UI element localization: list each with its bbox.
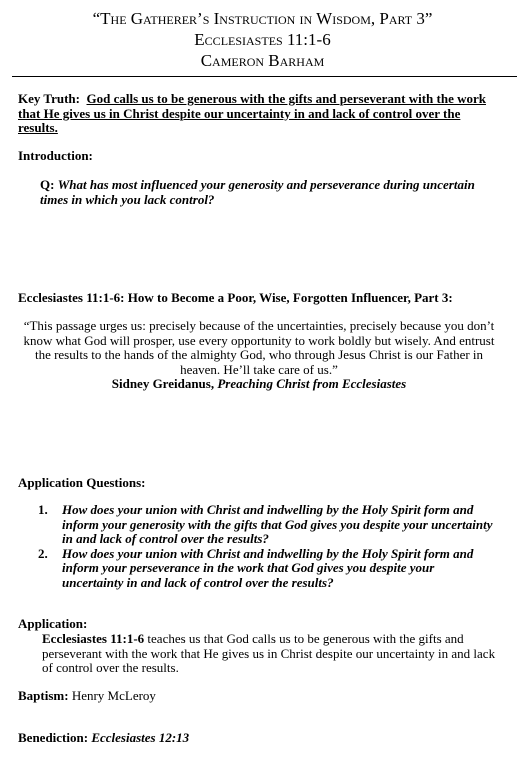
list-item (18, 503, 496, 547)
application-questions-list (18, 503, 496, 590)
sermon-header (0, 8, 525, 71)
application-heading: Application: (18, 616, 88, 631)
list-item-number: 1. (38, 502, 48, 517)
list-item-text: How does your union with Christ and indwelling by the Holy Spirit form and inform your perseverance in the work that God gives you despite your uncertainty in and lack of control over the results? (62, 545, 474, 590)
list-item (18, 547, 496, 591)
application-questions-heading: Application Questions: (18, 475, 146, 490)
attribution-name: Sidney Greidanus, (111, 376, 215, 391)
benediction-ref: Ecclesiastes 12:13 (91, 730, 190, 745)
introduction-heading: Introduction: (18, 148, 93, 163)
question-text: What has most influenced your generosity and perseverance during uncertain times in which you lack control? (40, 177, 475, 207)
application-text (42, 632, 497, 676)
attribution-work: Preaching Christ from Ecclesiastes (217, 376, 407, 391)
application-ref: Ecclesiastes 11:1-6 (42, 631, 145, 646)
passage-quote: “This passage urges us: precisely because of the uncertainties, precisely because you don’t know what God will prosper, use every opportunity to work boldly but wisely. And entrust the results to the hands of the almighty God, who through Jesus Christ is our Father in heaven. He’ll take care of us.” (23, 318, 495, 377)
key-truth-text: God calls us to be generous with the gifts and perseverant with the work that He gives us in Christ despite our uncertainty in and lack of control over the results. (18, 91, 487, 135)
question-label: Q: (40, 177, 55, 192)
baptism-name: Henry McLeroy (71, 688, 156, 703)
header-divider (12, 76, 517, 77)
benediction-label: Benediction: (18, 730, 89, 745)
application-body: teaches us that God calls us to be generous with the gifts and perseverant with the work that He gives us in Christ despite our uncertainty in and lack of control over the results. (42, 631, 496, 675)
sermon-title: “The Gatherer’s Instruction in Wisdom, Part 3” (92, 9, 433, 28)
speaker-name: Cameron Barham (200, 51, 325, 70)
key-truth (18, 92, 500, 136)
list-item-number: 2. (38, 545, 48, 561)
scripture-reference: Ecclesiastes 11:1-6 (194, 30, 331, 49)
list-item-text: How does your union with Christ and indwelling by the Holy Spirit form and inform your generosity with the gifts that God gives you despite your uncertainty in and lack of control over the results? (62, 502, 493, 546)
baptism-label: Baptism: (18, 688, 69, 703)
quote-attribution (18, 377, 500, 392)
introduction-question (40, 178, 500, 207)
passage-heading: Ecclesiastes 11:1-6: How to Become a Poor, Wise, Forgotten Influencer, Part 3: (18, 290, 453, 305)
benediction-line (18, 731, 500, 746)
baptism-line (18, 689, 500, 704)
key-truth-label: Key Truth: (18, 91, 80, 106)
